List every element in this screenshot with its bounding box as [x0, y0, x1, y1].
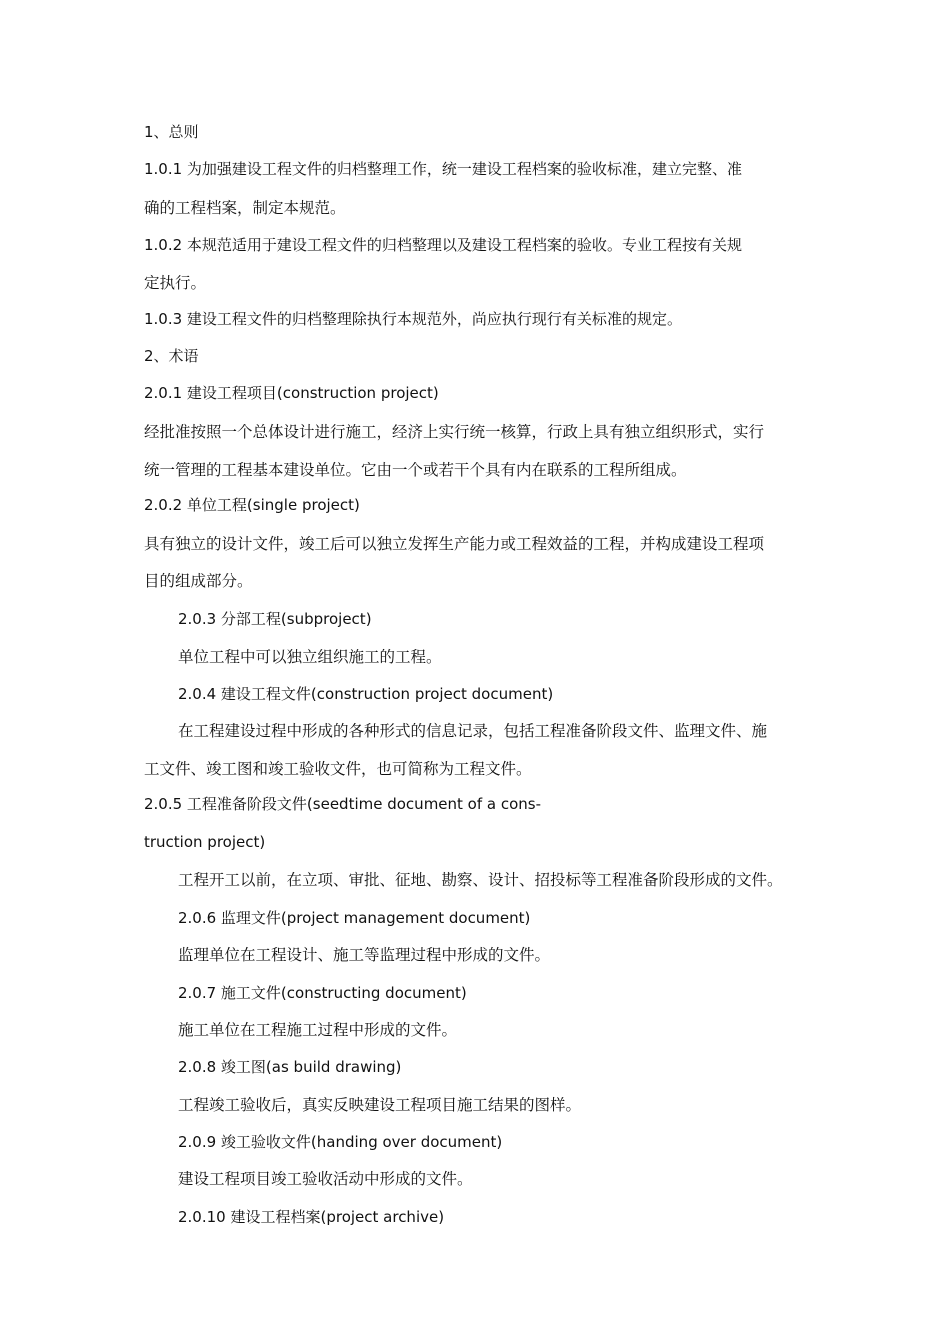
paragraph-line: 定执行。 — [144, 274, 207, 292]
term-definition-line: 工程竣工验收后，真实反映建设工程项目施工结果的图样。 — [178, 1096, 582, 1114]
term-heading: 2.0.9 竣工验收文件(handing over document) — [178, 1133, 503, 1151]
term-heading: 2.0.10 建设工程档案(project archive) — [178, 1208, 445, 1226]
term-definition-line: 目的组成部分。 — [144, 572, 253, 590]
term-heading: 2.0.8 竣工图(as build drawing) — [178, 1058, 402, 1076]
term-definition-line: 经批准按照一个总体设计进行施工，经济上实行统一核算，行政上具有独立组织形式，实行 — [144, 423, 765, 441]
term-heading: 2.0.6 监理文件(project management document) — [178, 909, 531, 927]
term-definition-line: 在工程建设过程中形成的各种形式的信息记录，包括工程准备阶段文件、监理文件、施 — [178, 722, 768, 740]
term-heading: 2.0.5 工程准备阶段文件(seedtime document of a cons- — [144, 795, 542, 813]
term-definition-line: 监理单位在工程设计、施工等监理过程中形成的文件。 — [178, 946, 551, 964]
term-heading: 2.0.3 分部工程(subproject) — [178, 610, 372, 628]
paragraph-line: 1.0.2 本规范适用于建设工程文件的归档整理以及建设工程档案的验收。专业工程按有关规 — [144, 236, 742, 254]
term-heading: 2.0.4 建设工程文件(construction project document) — [178, 685, 554, 703]
term-definition-line: 统一管理的工程基本建设单位。它由一个或若干个具有内在联系的工程所组成。 — [144, 461, 687, 479]
term-definition-line: 工文件、竣工图和竣工验收文件，也可简称为工程文件。 — [144, 760, 532, 778]
section-heading-terms: 2、术语 — [144, 347, 199, 365]
section-heading-general: 1、总则 — [144, 123, 199, 141]
term-definition-line: 具有独立的设计文件，竣工后可以独立发挥生产能力或工程效益的工程，并构成建设工程项 — [144, 535, 765, 553]
term-definition-line: 单位工程中可以独立组织施工的工程。 — [178, 648, 442, 666]
term-heading: 2.0.1 建设工程项目(construction project) — [144, 384, 439, 402]
term-heading: 2.0.7 施工文件(constructing document) — [178, 984, 467, 1002]
term-heading-continuation: truction project) — [144, 833, 266, 851]
paragraph-line: 1.0.3 建设工程文件的归档整理除执行本规范外，尚应执行现行有关标准的规定。 — [144, 310, 682, 328]
paragraph-line: 1.0.1 为加强建设工程文件的归档整理工作，统一建设工程档案的验收标准，建立完整、准 — [144, 160, 742, 178]
term-definition-line: 施工单位在工程施工过程中形成的文件。 — [178, 1021, 458, 1039]
term-definition-line: 工程开工以前，在立项、审批、征地、勘察、设计、招投标等工程准备阶段形成的文件。 — [178, 871, 783, 889]
paragraph-line: 确的工程档案，制定本规范。 — [144, 199, 346, 217]
term-heading: 2.0.2 单位工程(single project) — [144, 496, 360, 514]
term-definition-line: 建设工程项目竣工验收活动中形成的文件。 — [178, 1170, 473, 1188]
